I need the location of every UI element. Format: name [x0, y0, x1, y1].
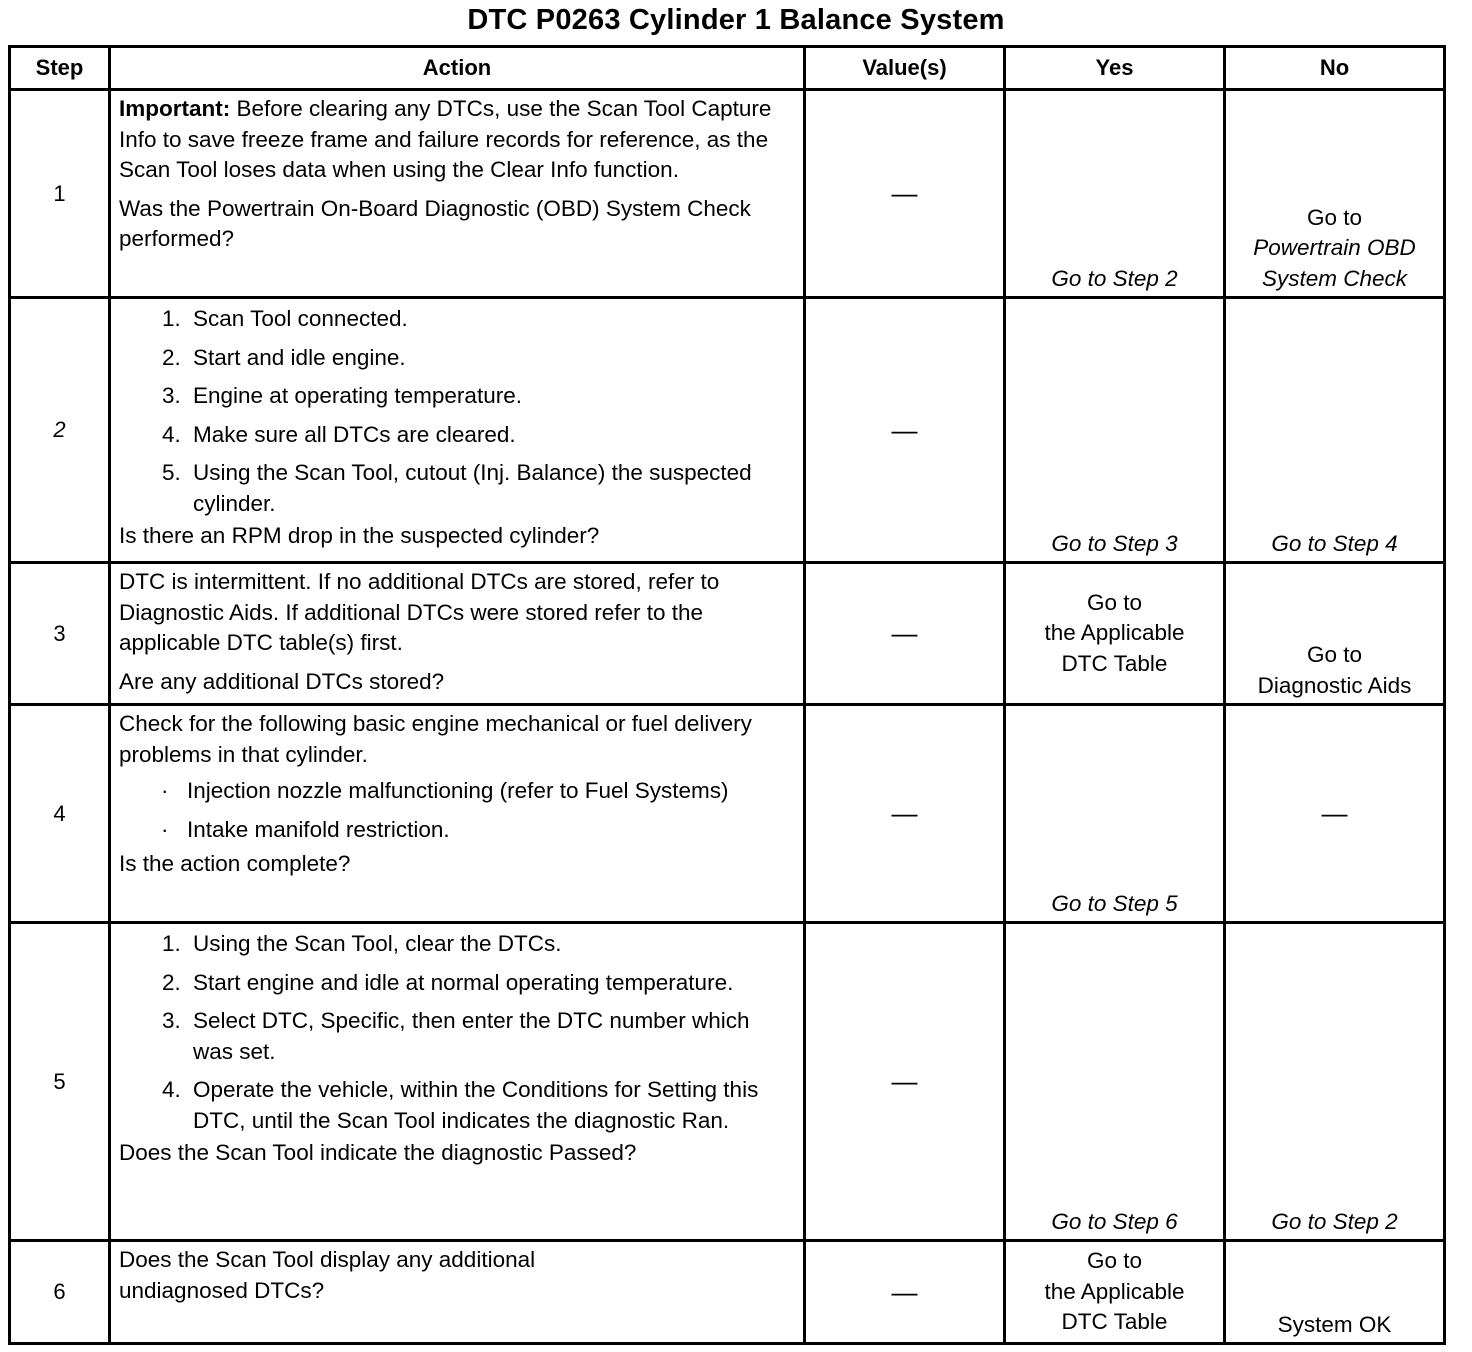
table-row [10, 90, 1445, 298]
action-cell [110, 563, 805, 705]
list-item: 1. Using the Scan Tool, clear the DTCs. [187, 929, 793, 960]
list-item: 1. Scan Tool connected. [187, 304, 793, 335]
table-row [10, 563, 1445, 705]
yes-target: the Applicable [1044, 620, 1185, 646]
important-text: Before clearing any DTCs, use the Scan Tool Capture Info to save freeze frame and failure records for reference, as the Scan Tool loses data when using the Clear Info function. [119, 96, 772, 182]
bullet-icon: · [161, 816, 169, 842]
header-row [10, 47, 1445, 90]
action-cell [110, 298, 805, 563]
no-goto: Go to [1306, 204, 1363, 230]
yes-cell: Go to Step 3 [1005, 298, 1225, 563]
action-text: Check for the following basic engine mechanical or fuel delivery problems in that cylinder. [119, 711, 752, 767]
yes-target: the Applicable [1044, 1278, 1185, 1304]
action-question: Does the Scan Tool indicate the diagnostic Passed? [119, 1140, 637, 1165]
table-row [10, 923, 1445, 1241]
yes-cell [1005, 1241, 1225, 1344]
diagnostic-table [8, 45, 1446, 1345]
list-item [161, 815, 793, 846]
action-cell [110, 923, 805, 1241]
action-cell [110, 90, 805, 298]
action-question: Are any additional DTCs stored? [119, 668, 445, 694]
page-title: DTC P0263 Cylinder 1 Balance System [467, 4, 1005, 36]
list-item [161, 776, 793, 807]
action-question: Is there an RPM drop in the suspected cylinder? [119, 523, 600, 548]
important-note [119, 94, 793, 186]
no-target: Powertrain OBD System Check [1253, 235, 1416, 291]
value-cell: — [805, 298, 1005, 563]
action-question: Was the Powertrain On-Board Diagnostic (OBD) System Check performed? [119, 195, 751, 251]
action-question: Does the Scan Tool display any additional undiagnosed DTCs? [119, 1247, 536, 1303]
no-cell: — [1225, 705, 1445, 923]
no-target: Diagnostic Aids [1257, 672, 1412, 698]
procedure-list [119, 304, 793, 519]
step-number: 6 [10, 1241, 110, 1344]
no-cell [1225, 90, 1445, 298]
header-action: Action [110, 47, 805, 90]
action-question: Is the action complete? [119, 851, 351, 876]
list-item-text: Injection nozzle malfunctioning (refer to Fuel Systems) [187, 778, 729, 803]
yes-target-2: DTC Table [1061, 650, 1168, 676]
list-item: 3. Select DTC, Specific, then enter the DTC number which was set. [187, 1006, 793, 1067]
no-goto: Go to [1306, 642, 1363, 667]
list-item: 3. Engine at operating temperature. [187, 381, 793, 412]
yes-cell [1005, 563, 1225, 705]
table-row [10, 705, 1445, 923]
value-cell: — [805, 1241, 1005, 1344]
list-item: 2. Start engine and idle at normal operating temperature. [187, 968, 793, 999]
no-cell: Go to Step 4 [1225, 298, 1445, 563]
table-row [10, 1241, 1445, 1344]
action-text: DTC is intermittent. If no additional DTCs are stored, refer to Diagnostic Aids. If additional DTCs were stored refer to the applicable DTC table(s) first. [119, 569, 720, 655]
value-cell: — [805, 923, 1005, 1241]
list-item: 4. Make sure all DTCs are cleared. [187, 420, 793, 451]
step-number: 5 [10, 923, 110, 1241]
header-step: Step [10, 47, 110, 90]
header-values: Value(s) [805, 47, 1005, 90]
yes-goto: Go to [1086, 589, 1143, 615]
action-cell [110, 1241, 805, 1344]
no-cell: Go to Step 2 [1225, 923, 1445, 1241]
value-cell: — [805, 705, 1005, 923]
header-yes: Yes [1005, 47, 1225, 90]
list-item-text: Intake manifold restriction. [187, 816, 450, 842]
list-item: 5. Using the Scan Tool, cutout (Inj. Balance) the suspected cylinder. [187, 458, 793, 519]
value-cell: — [805, 563, 1005, 705]
step-number: 3 [10, 563, 110, 705]
header-no: No [1225, 47, 1445, 90]
no-cell [1225, 563, 1445, 705]
yes-cell: Go to Step 5 [1005, 705, 1225, 923]
yes-cell: Go to Step 2 [1005, 90, 1225, 298]
no-cell: System OK [1225, 1241, 1445, 1344]
yes-cell: Go to Step 6 [1005, 923, 1225, 1241]
list-item: 2. Start and idle engine. [187, 343, 793, 374]
procedure-list [119, 929, 793, 1136]
value-cell: — [805, 90, 1005, 298]
step-number: 4 [10, 705, 110, 923]
yes-goto: Go to [1086, 1248, 1143, 1274]
bullet-icon: · [161, 778, 169, 803]
important-label: Important: [119, 96, 231, 121]
checklist [119, 776, 793, 845]
list-item: 4. Operate the vehicle, within the Conditions for Setting this DTC, until the Scan Tool indicates the diagnostic Ran. [187, 1075, 793, 1136]
action-cell [110, 705, 805, 923]
table-row [10, 298, 1445, 563]
yes-target-2: DTC Table [1061, 1309, 1168, 1335]
step-number: 2 [10, 298, 110, 563]
step-number: 1 [10, 90, 110, 298]
